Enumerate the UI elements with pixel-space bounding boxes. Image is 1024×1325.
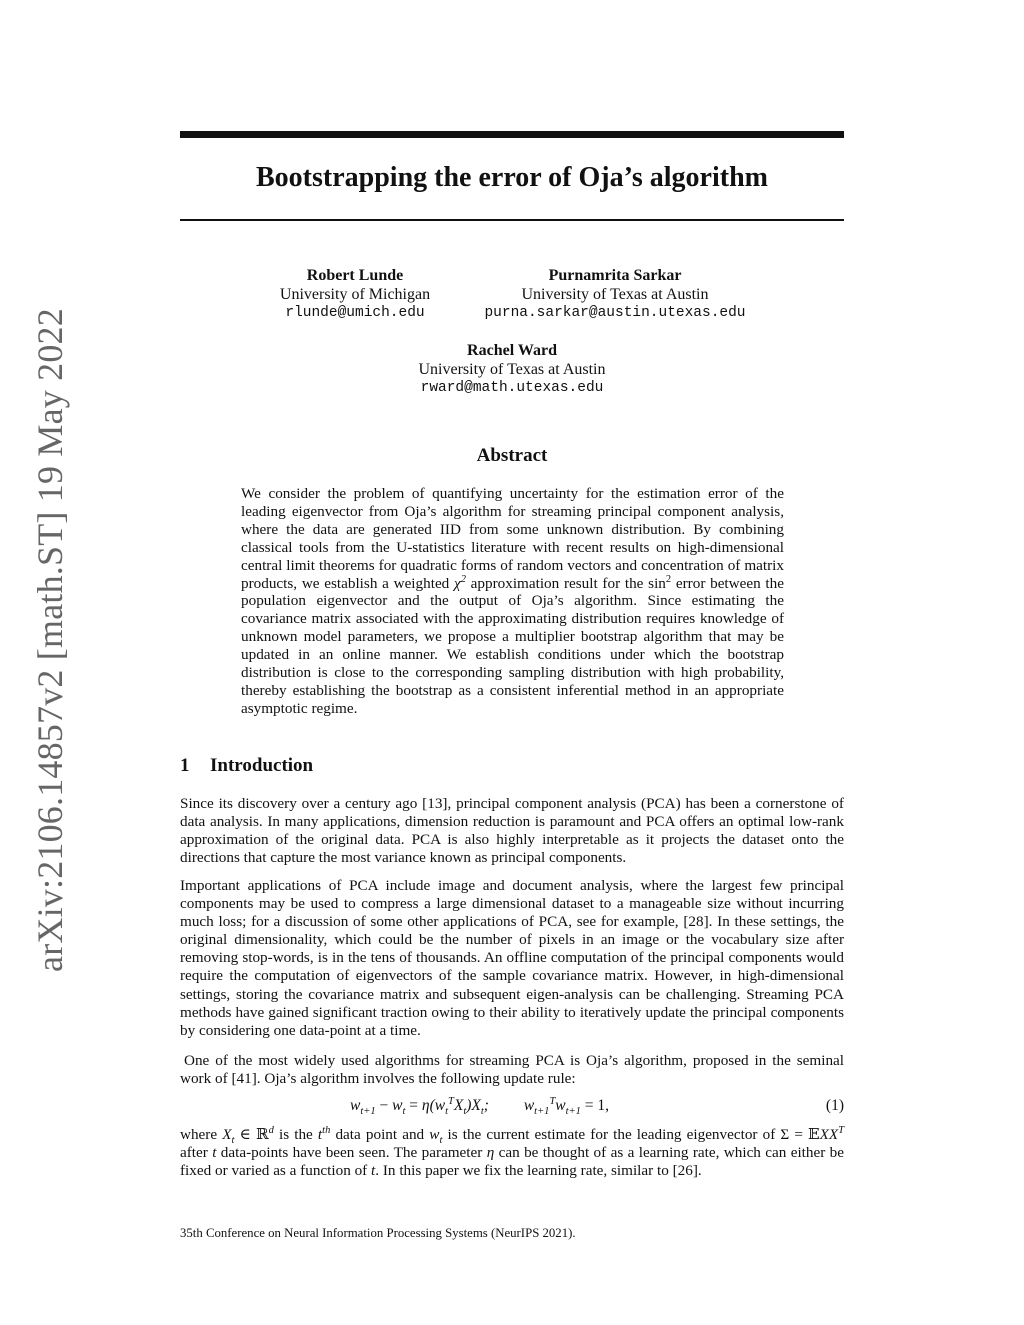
abstract-text-part: error between the population eigenvector and the output of Oja’s algorithm. Since estimating the covariance matrix associated with the approximating distribution requires knowledge of unknown model parameters, we propose a multiplier bootstrap algorithm that may be updated in an online manner. We establish conditions under which the bootstrap distribution is close to the corresponding sampling distribution with high probability, thereby establishing the bootstrap as a consistent inferential method in an appropriate asymptotic regime. bbox=[241, 574, 784, 717]
body-paragraph: Since its discovery over a century ago [13], principal component analysis (PCA) has been a cornerstone of data analysis. In many applications, dimension reduction is paramount and PCA offers an optimal low-rank approximation of the original data. PCA is also highly interpretable as it projects the dataset onto the directions that capture the most variance known as principal components. bbox=[180, 795, 844, 867]
math-inline: η bbox=[486, 1144, 495, 1162]
math-chi-squared: $\chi^2$ bbox=[454, 573, 466, 592]
text-fragment: can be thought of as a learning rate, which can either be fixed or varied as a function of bbox=[180, 1144, 844, 1180]
text-fragment: is the current estimate for the leading eigenvector of bbox=[442, 1126, 781, 1143]
section-title: Introduction bbox=[210, 755, 314, 776]
author-block bbox=[255, 267, 455, 323]
author-block bbox=[362, 342, 662, 398]
text-fragment: data-points have been seen. The parameter bbox=[216, 1144, 487, 1162]
math-inline: $X_t$ ∈ ℝ$^d$ bbox=[222, 1124, 274, 1147]
author-email: rlunde@umich.edu bbox=[285, 305, 425, 321]
text-fragment: . In this paper we fix the learning rate, similar to [26]. bbox=[375, 1162, 702, 1180]
text-fragment: where bbox=[180, 1126, 223, 1143]
body-paragraph: One of the most widely used algorithms for streaming PCA is Oja’s algorithm, proposed in the seminal work of [41]. Oja’s algorithm involves the following update rule: bbox=[180, 1052, 844, 1088]
text-fragment: data point and bbox=[330, 1126, 430, 1143]
author-name: Purnamrita Sarkar bbox=[548, 267, 682, 284]
body-paragraph: Important applications of PCA include image and document analysis, where the largest few principal components may be used to compress a large dimensional dataset to a manageable size without incurring much loss; for a discussion of some other applications of PCA, see for example, [28]. In these settings, the original dimensionality, which could be the number of pixels in an image or the vocabulary size after removing stop-words, is in the tens of thousands. An offline computation of the principal components would require the computation of eigenvectors of the sample covariance matrix. However, in high-dimensional settings, storing the covariance matrix and subsequent eigen-analysis can be challenging. Streaming PCA methods have gained significant traction owing to their ability to iteratively update the principal components by considering one data-point at a time. bbox=[180, 877, 844, 1039]
section-heading bbox=[180, 755, 313, 777]
title-rule-top bbox=[180, 131, 844, 138]
arxiv-stamp: arXiv:2106.14857v2 [math.ST] 19 May 2022 bbox=[30, 308, 70, 972]
section-number: 1 bbox=[180, 755, 190, 776]
math-inline: t bbox=[371, 1162, 376, 1180]
author-block bbox=[465, 267, 765, 323]
author-affiliation: University of Michigan bbox=[279, 285, 431, 303]
body-paragraph bbox=[180, 1126, 844, 1180]
math-inline: $t^{th}$ bbox=[317, 1124, 331, 1143]
abstract-text-part: approximation result for the bbox=[465, 574, 649, 592]
author-name: Robert Lunde bbox=[306, 267, 404, 284]
text-fragment: is the bbox=[273, 1126, 318, 1143]
author-email: rward@math.utexas.edu bbox=[420, 380, 604, 396]
author-affiliation: University of Texas at Austin bbox=[418, 360, 606, 378]
equation-number: (1) bbox=[825, 1097, 844, 1114]
author-affiliation: University of Texas at Austin bbox=[521, 285, 709, 303]
abstract-heading: Abstract bbox=[476, 445, 548, 466]
title-rule-bottom bbox=[180, 219, 844, 221]
paper-title: Bootstrapping the error of Oja’s algorithm bbox=[256, 162, 768, 193]
math-inline: t bbox=[212, 1144, 217, 1162]
abstract-text-part: We consider the problem of quantifying uncertainty for the estimation error of the leading eigenvector from Oja’s algorithm for streaming principal component analysis, where the data are generated IID from some unknown distribution. By combining classical tools from the U-statistics literature with recent results on high-dimensional central limit theorems for quadratic forms of random vectors and concentration of matrix products, we establish a weighted bbox=[241, 485, 784, 592]
math-sin-squared: $\sin^2$ bbox=[648, 573, 672, 592]
abstract-text bbox=[241, 485, 784, 718]
equation-content: $w_{t+1} - w_t = \eta(w_t^TX_t)X_t$; $w_{t+1}^Tw_{t+1} = 1$, bbox=[350, 1095, 610, 1118]
equation-block bbox=[180, 1097, 844, 1117]
author-email: purna.sarkar@austin.utexas.edu bbox=[484, 305, 746, 321]
text-fragment: after bbox=[180, 1144, 213, 1162]
math-inline: $w_t$ bbox=[429, 1126, 443, 1147]
author-name: Rachel Ward bbox=[467, 342, 557, 359]
math-inline: Σ = 𝔼XX$^T$ bbox=[780, 1124, 845, 1143]
conference-footnote: 35th Conference on Neural Information Processing Systems (NeurIPS 2021). bbox=[180, 1226, 576, 1240]
